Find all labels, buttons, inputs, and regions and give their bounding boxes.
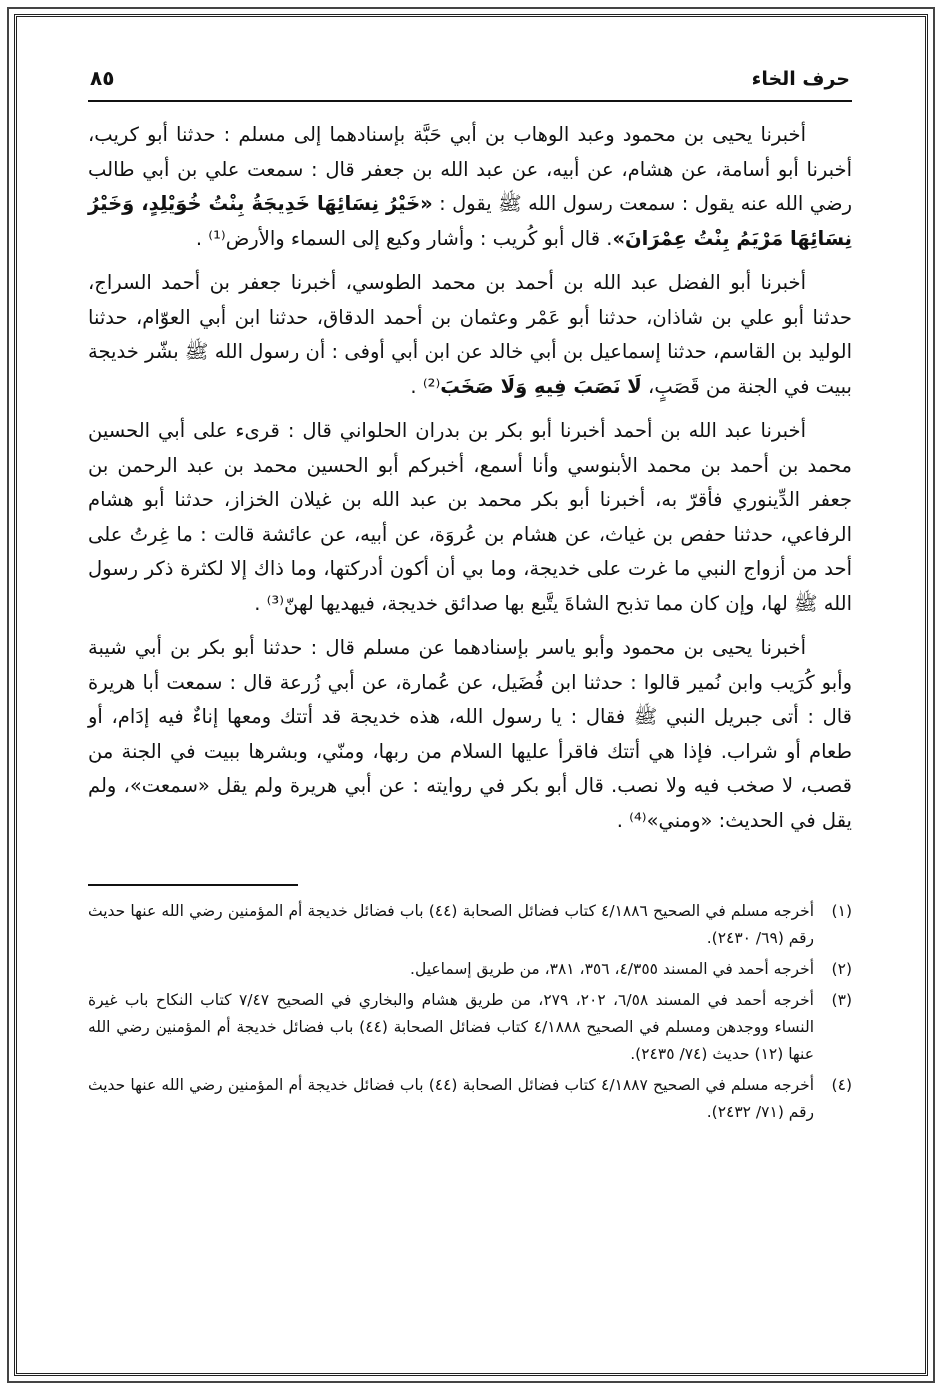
paragraph-text: أخبرنا يحيى بن محمود وعبد الوهاب بن أبي حَبَّة بإسنادهما إلى مسلم : حدثنا أبو كريب، أخبرنا أبو أسامة، عن هشام، عن أبيه، عن عبد الله بن جعفر قال : سمعت علي بن أبي طالب رضي الله عنه يقول : سمعت رسول الله ﷺ يقول : — [88, 123, 852, 215]
footnote-text: أخرجه أحمد في المسند ٤/٣٥٥، ٣٥٦، ٣٨١، من طريق إسماعيل. — [410, 960, 814, 978]
running-header — [88, 66, 852, 102]
footnote-text: أخرجه مسلم في الصحيح ٤/١٨٨٦ كتاب فضائل الصحابة (٤٤) باب فضائل خديجة أم المؤمنين رضي الله عنها حديث رقم (٦٩/ ٢٤٣٠). — [88, 902, 815, 947]
hadith-quote: لَا نَصَبَ فِيهِ وَلَا صَخَبَ — [440, 374, 642, 398]
footnote-separator — [88, 884, 298, 886]
paragraph-text: أخبرنا عبد الله بن أحمد أخبرنا أبو بكر بن بدران الحلواني قال : قرىء على أبي الحسين محمد بن أحمد بن محمد الأبنوسي وأنا أسمع، أخبركم أبو الحسين محمد بن عبد الرحمن بن جعفر الدِّينوري فأقرّ به، أخبرنا أبو بكر محمد بن عبد الله بن غيلان الخزاز، حدثنا أبو هشام الرفاعي، حدثنا حفص بن غياث، عن هشام بن عُروَة، عن أبيه، عن عائشة قالت : ما غِرتُ على أحد من أزواج النبي ما غرت على خديجة، وما بي أن أكون أدركتها، وما ذاك إلا لكثرة ذكر رسول الله ﷺ لها، وإن كان مما تذبح الشاةَ يتَّبع بها صدائق خديجة، فيهديها لهنّ⁽³⁾ . — [88, 419, 852, 615]
footnote-number: (٢) — [831, 960, 852, 978]
paragraph-text: أخبرنا أبو الفضل عبد الله بن أحمد بن محمد الطوسي، أخبرنا جعفر بن أحمد السراج، حدثنا أبو علي بن شاذان، حدثنا أبو عَمْر وعثمان بن أحمد الدقاق، حدثنا ابن أبي العوّام، حدثنا الوليد بن القاسم، حدثنا إسماعيل بن أبي خالد عن ابن أبي أوفى : أن رسول الله ﷺ بشّر خديجة ببيت في الجنة من قَصَبٍ، — [88, 271, 852, 398]
paragraph-text: أخبرنا يحيى بن محمود وأبو ياسر بإسنادهما عن مسلم قال : حدثنا أبو بكر بن أبي شيبة وأبو كُرَيب وابن نُمير قالوا : حدثنا ابن فُضَيل، عن عُمارة، عن أبي زُرعة قال : سمعت أبا هريرة قال : أتى جبريل النبي ﷺ فقال : يا رسول الله، هذه خديجة قد أتتك ومعها إناءٌ فيه إدَام، أو طعام أو شراب. فإذا هي أتتك فاقرأ عليها السلام من ربها، ومنّي، وبشرها ببيت في الجنة من قصب، لا صخب فيه ولا نصب. قال أبو بكر في روايته : عن أبي هريرة ولم يقل «سمعت»، ولم يقل في الحديث: «ومني»⁽⁴⁾ . — [88, 636, 852, 832]
footnote-text: أخرجه أحمد في المسند ٦/٥٨، ٢٠٢، ٢٧٩، من طريق هشام والبخاري في الصحيح ٧/٤٧ كتاب النكاح باب غيرة النساء ووجدهن ومسلم في الصحيح ٤/١٨٨٨ كتاب فضائل الصحابة (٤٤) باب فضائل خديجة أم المؤمنين رضي الله عنها (١٢) حديث (٧٤/ ٢٤٣٥). — [88, 991, 815, 1063]
paragraph — [88, 266, 852, 404]
paragraph-text: ⁽²⁾ . — [410, 374, 441, 398]
footnote — [88, 987, 852, 1068]
chapter-title: حرف الخاء — [751, 68, 850, 90]
hadith-quote: «خَيْرُ نِسَائِهَا خَدِيجَةُ بِنْتُ خُوَيْلِدٍ، وَخَيْرُ نِسَائِهَا مَرْيَمُ بِنْتُ عِمْرَانَ» — [88, 192, 852, 250]
footnote — [88, 898, 852, 952]
paragraph — [88, 414, 852, 621]
paragraph — [88, 631, 852, 838]
page-number: ٨٥ — [90, 66, 115, 90]
footnote-number: (٤) — [831, 1076, 852, 1094]
paragraph — [88, 118, 852, 256]
footnote-number: (٣) — [831, 991, 852, 1009]
body-text — [88, 118, 852, 838]
footnote — [88, 1072, 852, 1126]
footnote-number: (١) — [831, 902, 852, 920]
footnotes — [88, 898, 852, 1126]
paragraph-text: . قال أبو كُريب : وأشار وكيع إلى السماء والأرض⁽¹⁾ . — [195, 226, 613, 250]
footnote — [88, 956, 852, 983]
footnote-text: أخرجه مسلم في الصحيح ٤/١٨٨٧ كتاب فضائل الصحابة (٤٤) باب فضائل خديجة أم المؤمنين رضي الله عنها حديث رقم (٧١/ ٢٤٣٢). — [88, 1076, 815, 1121]
book-page — [88, 66, 852, 1336]
